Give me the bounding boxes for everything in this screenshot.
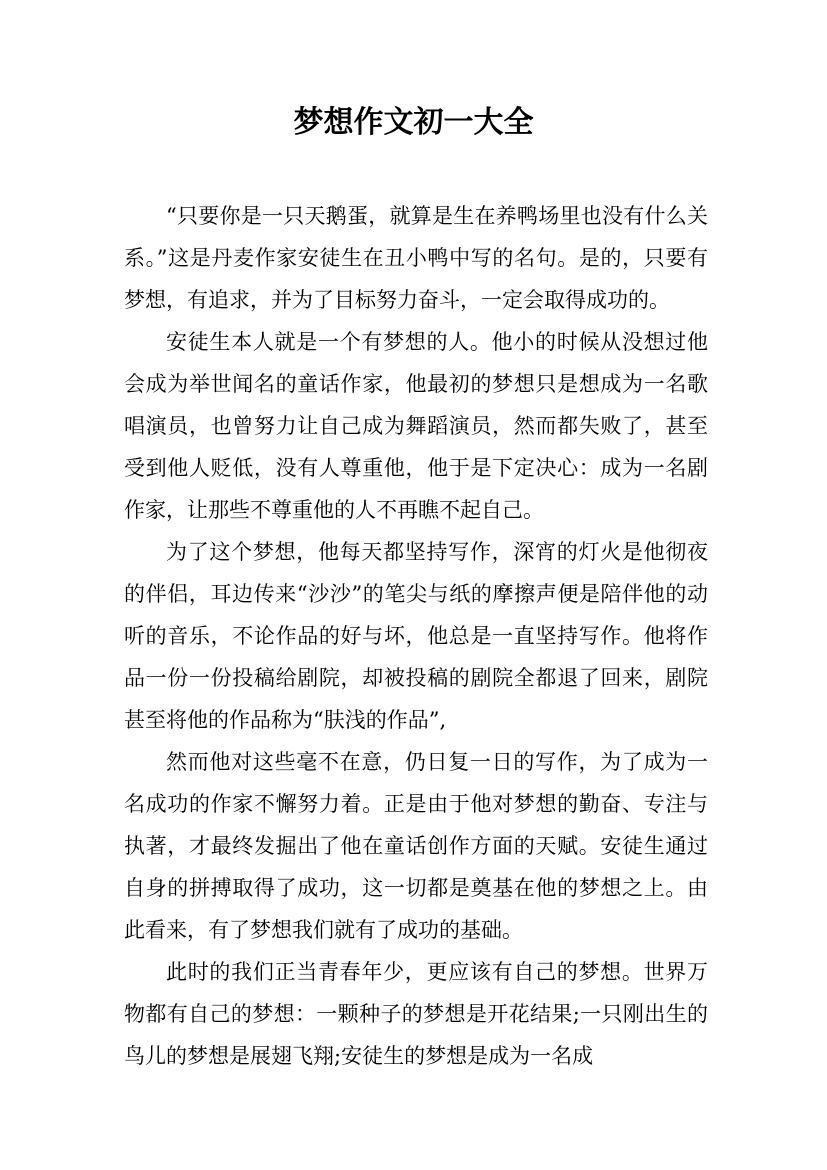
paragraph-3: 为了这个梦想，他每天都坚持写作，深宵的灯火是他彻夜的伴侣，耳边传来“沙沙”的笔尖与纸的摩擦声便是陪伴他的动听的音乐，不论作品的好与坏，他总是一直坚持写作。他将作品一份一份投稿给剧院，却被投稿的剧院全都退了回来，剧院甚至将他的作品称为“肤浅的作品”, [124, 540, 708, 732]
paragraph-4: 然而他对这些毫不在意，仍日复一日的写作，为了成为一名成功的作家不懈努力着。正是由于他对梦想的勤奋、专注与执著，才最终发掘出了他在童话创作方面的天赋。安徒生通过自身的拼搏取得了成功，这一切都是奠基在他的梦想之上。由此看来，有了梦想我们就有了成功的基础。 [124, 750, 708, 942]
paragraph-1: “只要你是一只天鹅蛋，就算是生在养鸭场里也没有什么关系。”这是丹麦作家安徒生在丑小鸭中写的名句。是的，只要有梦想，有追求，并为了目标努力奋斗，一定会取得成功的。 [124, 204, 708, 312]
document-body [124, 195, 708, 1077]
paragraph-2: 安徒生本人就是一个有梦想的人。他小的时候从没想过他会成为举世闻名的童话作家，他最初的梦想只是想成为一名歌唱演员，也曾努力让自己成为舞蹈演员，然而都失败了，甚至受到他人贬低，没有人尊重他，他于是下定决心：成为一名剧作家，让那些不尊重他的人不再瞧不起自己。 [124, 330, 708, 522]
paragraph-5: 此时的我们正当青春年少，更应该有自己的梦想。世界万物都有自己的梦想：一颗种子的梦想是开花结果;一只刚出生的鸟儿的梦想是展翅飞翔;安徒生的梦想是成为一名成 [124, 960, 708, 1068]
document-title: 梦想作文初一大全 [293, 105, 534, 140]
